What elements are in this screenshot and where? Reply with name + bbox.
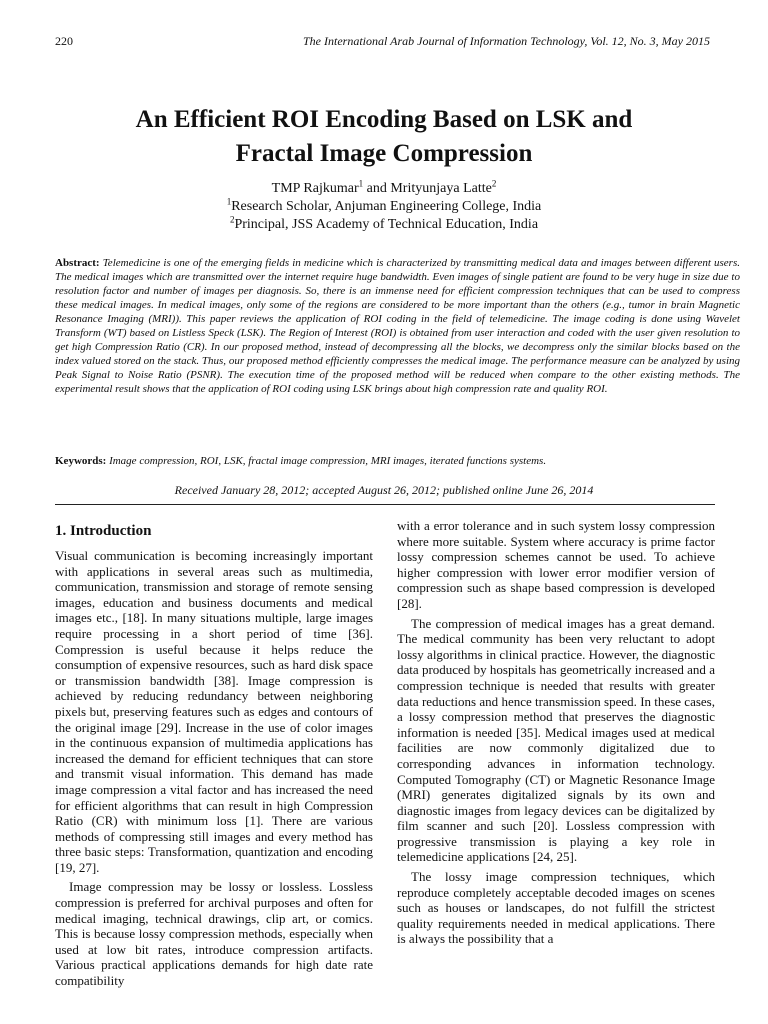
paragraph: The compression of medical images has a great demand. The medical community has been very reluctant to adopt lossy algorithms in clinical practice. However, the diagnostic data produced by hospitals has geometrically increased and a compression technique is needed that results with greater data reductions and hence transmission speed. In these cases, a lossy compression method that preserves the diagnostic information is needed [35]. Medical images used at medical facilities are now commonly digitalized due to corresponding advances in information technology. Computed Tomography (CT) or Magnetic Resonance Image (MRI) generates digitalized signals by its own and diagnostic images from legacy devices can be digitalized by film scanner and such [20]. Lossless compression with progressive transmission is playing a key role in telemedicine applications [24, 25]. (397, 615, 715, 865)
author-names (40, 180, 728, 198)
paragraph: Visual communication is becoming increasingly important with applications in several areas such as multimedia, communication, transmission and storage of remote sensing images, education and business documents and medical images etc., [18]. In many situations multiple, large images require processing in a short period of time [36]. Compression is useful because it helps reduce the consumption of expensive resources, such as hard disk space or transmission bandwidth [38]. Image compression is achieved by reducing redundancy between neighboring pixels but, preserving features such as edges and contours of the original image [29]. Increase in the use of color images in the continuous expansion of multimedia applications has increased the demand for efficient techniques that can store and transmit visual information. This demand has made image compression a vital factor and has increased the need for efficient algorithms that can result in high Compression Ratio (CR) with minimum loss [1]. There are various methods of compressing still images and every method has three basic steps: Transformation, quantization and encoding [19, 27]. (55, 548, 373, 875)
body-column-right (397, 518, 715, 951)
abstract (55, 256, 740, 396)
section-heading-introduction: 1. Introduction (55, 523, 152, 539)
keywords-label: Keywords: (55, 455, 110, 467)
received-dates: Received January 28, 2012; accepted August 26, 2012; published online June 26, 2014 (174, 483, 594, 497)
title-line-1: An Efficient ROI Encoding Based on LSK and (135, 106, 633, 133)
paragraph: with a error tolerance and in such system lossy compression where more suitable. System where accuracy is prime factor lossy compression schemes cannot be used. To achieve higher compression with lower error modifier version of compression such as shape based compression is developed [28]. (397, 518, 715, 611)
paragraph: The lossy image compression techniques, which reproduce completely acceptable decoded images on scenes such as houses or landscapes, do not fulfill the strictest quality requirements needed in medical applications. There is always the possibility that a (397, 869, 715, 947)
affiliation-2 (40, 216, 728, 234)
author-block (40, 180, 728, 234)
author-2-affil-mark: 2 (491, 178, 497, 189)
journal-citation: The International Arab Journal of Information Technology, Vol. 12, No. 3, May 2015 (303, 34, 710, 48)
affiliation-2-mark: 2 (229, 214, 235, 225)
page-number: 220 (55, 34, 73, 48)
keywords-text: Image compression, ROI, LSK, fractal image compression, MRI images, iterated functions systems. (109, 455, 547, 467)
author-1-affil-mark: 1 (358, 178, 364, 189)
affiliation-1-text: Research Scholar, Anjuman Engineering College, India (231, 199, 542, 214)
affiliation-1-mark: 1 (226, 196, 232, 207)
author-2: Mrityunjaya Latte (390, 181, 492, 196)
affiliation-1 (40, 198, 728, 216)
running-header (55, 34, 710, 48)
author-conjunction: and (363, 181, 391, 196)
body-column-left (55, 520, 373, 993)
paper-title (40, 103, 728, 171)
author-1: TMP Rajkumar (271, 181, 359, 196)
abstract-label: Abstract: (55, 257, 103, 269)
affiliation-2-text: Principal, JSS Academy of Technical Education, India (234, 217, 539, 232)
title-line-2: Fractal Image Compression (235, 140, 533, 167)
header-divider (55, 504, 715, 505)
abstract-text: Telemedicine is one of the emerging fields in medicine which is characterized by transmitting medical data and images between different users. The medical images which are transmitted over the internet require huge bandwidth. Even images of single patient are found to be very huge in size due to resolution factor and number of images per diagnosis. So, there is an immense need for efficient compression techniques that can be used to compress these medical images. In medical images, only some of the regions are considered to be more important than the others (e.g., tumor in brain Magnetic Resonance Imaging (MRI)). This paper reviews the application of ROI coding in the field of telemedicine. The image coding is done using Wavelet Transform (WT) based on Listless Speck (LSK). The Region of Interest (ROI) is obtained from user interaction and coded with the user given resolution to get high Compression Ratio (CR). In our proposed method, instead of decompressing all the blocks, we decompress only the similar blocks based on the index valued stored on the stack. Thus, our proposed method efficiently compresses the medical image. The performance measure can be analyzed by using Peak Signal to Noise Ratio (PSNR). The execution time of the proposed method will be reduced when compare to the other existing methods. The experimental result shows that the application of ROI coding using LSK brings about high compression rate and quality ROI. (55, 257, 740, 395)
keywords (55, 454, 740, 468)
paragraph: Image compression may be lossy or lossless. Lossless compression is preferred for archival purposes and often for medical imaging, technical drawings, clip art, or comics. This is because lossy compression methods, especially when used at low bit rates, introduce compression artifacts. Various practical applications demands for high date rate compatibility (55, 879, 373, 989)
